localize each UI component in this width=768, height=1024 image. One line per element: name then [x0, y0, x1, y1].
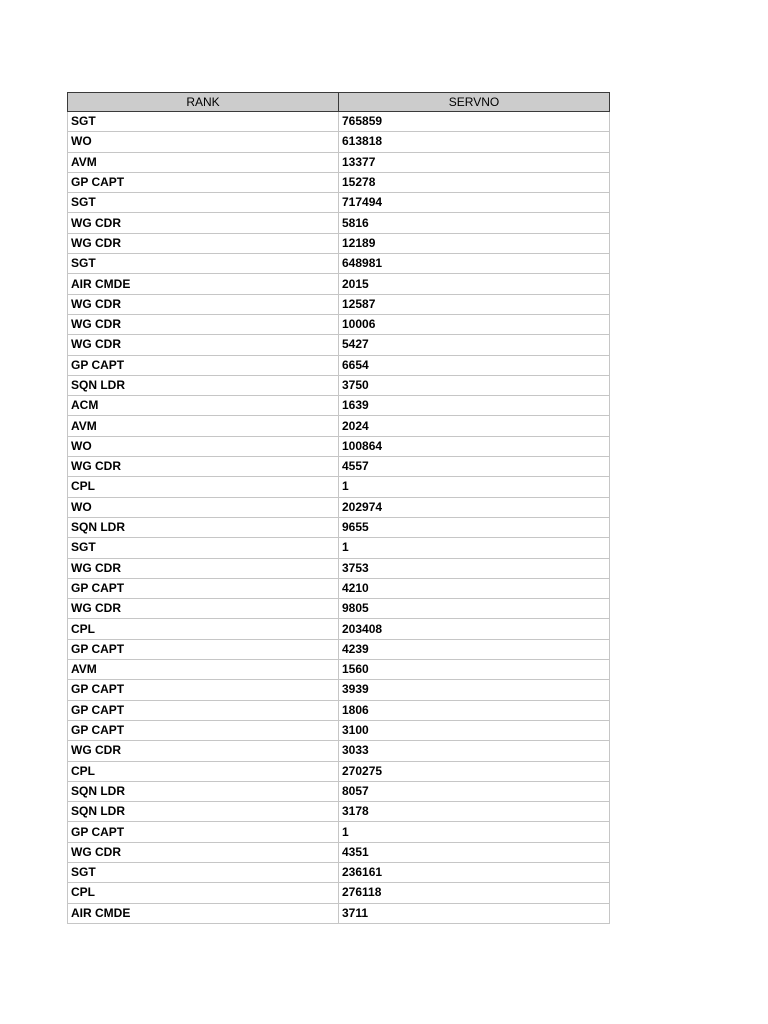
rank-cell: WO: [68, 497, 339, 517]
table-row: [68, 335, 610, 355]
table-row: [68, 172, 610, 192]
rank-cell: SGT: [68, 193, 339, 213]
rank-cell: CPL: [68, 883, 339, 903]
table-row: [68, 254, 610, 274]
servno-cell: 3939: [339, 680, 610, 700]
table-body: [68, 112, 610, 924]
rank-cell: AIR CMDE: [68, 903, 339, 923]
rank-cell: SGT: [68, 862, 339, 882]
rank-cell: GP CAPT: [68, 355, 339, 375]
table-row: [68, 436, 610, 456]
rank-cell: WG CDR: [68, 599, 339, 619]
table-row: [68, 416, 610, 436]
servno-cell: 1: [339, 822, 610, 842]
rank-cell: CPL: [68, 477, 339, 497]
rank-cell: WG CDR: [68, 314, 339, 334]
servno-cell: 270275: [339, 761, 610, 781]
servno-cell: 3100: [339, 720, 610, 740]
table-row: [68, 862, 610, 882]
servno-cell: 3178: [339, 802, 610, 822]
servno-cell: 12189: [339, 233, 610, 253]
table-row: [68, 680, 610, 700]
servno-cell: 3711: [339, 903, 610, 923]
servno-cell: 2015: [339, 274, 610, 294]
servno-cell: 4210: [339, 578, 610, 598]
rank-cell: GP CAPT: [68, 822, 339, 842]
rank-cell: GP CAPT: [68, 578, 339, 598]
table-row: [68, 375, 610, 395]
rank-servno-table: [67, 92, 610, 924]
rank-cell: AIR CMDE: [68, 274, 339, 294]
table-row: [68, 477, 610, 497]
servno-cell: 202974: [339, 497, 610, 517]
servno-cell: 1560: [339, 660, 610, 680]
table-row: [68, 578, 610, 598]
table-row: [68, 314, 610, 334]
servno-cell: 717494: [339, 193, 610, 213]
rank-cell: SQN LDR: [68, 802, 339, 822]
table-row: [68, 355, 610, 375]
rank-cell: AVM: [68, 152, 339, 172]
table-row: [68, 233, 610, 253]
table-row: [68, 741, 610, 761]
rank-cell: SQN LDR: [68, 517, 339, 537]
rank-cell: WG CDR: [68, 294, 339, 314]
servno-cell: 3750: [339, 375, 610, 395]
servno-cell: 5816: [339, 213, 610, 233]
table-row: [68, 152, 610, 172]
servno-cell: 276118: [339, 883, 610, 903]
servno-cell: 15278: [339, 172, 610, 192]
table-row: [68, 112, 610, 132]
rank-cell: AVM: [68, 660, 339, 680]
table-row: [68, 213, 610, 233]
rank-cell: GP CAPT: [68, 720, 339, 740]
servno-cell: 1806: [339, 700, 610, 720]
servno-cell: 4239: [339, 639, 610, 659]
table-row: [68, 538, 610, 558]
servno-cell: 8057: [339, 781, 610, 801]
rank-cell: WO: [68, 436, 339, 456]
table-row: [68, 700, 610, 720]
servno-cell: 100864: [339, 436, 610, 456]
table-row: [68, 639, 610, 659]
rank-cell: WG CDR: [68, 233, 339, 253]
table-row: [68, 761, 610, 781]
rank-cell: SGT: [68, 254, 339, 274]
rank-cell: GP CAPT: [68, 172, 339, 192]
servno-cell: 3753: [339, 558, 610, 578]
servno-cell: 648981: [339, 254, 610, 274]
rank-cell: WG CDR: [68, 741, 339, 761]
table-row: [68, 883, 610, 903]
rank-servno-sheet: [67, 92, 609, 924]
table-row: [68, 619, 610, 639]
table-row: [68, 132, 610, 152]
servno-cell: 203408: [339, 619, 610, 639]
table-row: [68, 457, 610, 477]
table-row: [68, 599, 610, 619]
rank-cell: SQN LDR: [68, 375, 339, 395]
rank-cell: GP CAPT: [68, 639, 339, 659]
table-row: [68, 517, 610, 537]
table-row: [68, 274, 610, 294]
table-row: [68, 842, 610, 862]
table-row: [68, 720, 610, 740]
rank-cell: WG CDR: [68, 842, 339, 862]
rank-cell: GP CAPT: [68, 680, 339, 700]
servno-cell: 4557: [339, 457, 610, 477]
servno-cell: 613818: [339, 132, 610, 152]
rank-cell: SGT: [68, 538, 339, 558]
table-row: [68, 660, 610, 680]
header-row: [68, 93, 610, 112]
servno-cell: 236161: [339, 862, 610, 882]
table-row: [68, 781, 610, 801]
table-row: [68, 396, 610, 416]
servno-cell: 9805: [339, 599, 610, 619]
rank-cell: CPL: [68, 761, 339, 781]
table-row: [68, 558, 610, 578]
servno-cell: 9655: [339, 517, 610, 537]
rank-cell: GP CAPT: [68, 700, 339, 720]
rank-cell: SGT: [68, 112, 339, 132]
servno-cell: 12587: [339, 294, 610, 314]
rank-cell: WG CDR: [68, 457, 339, 477]
servno-cell: 1: [339, 477, 610, 497]
table-row: [68, 497, 610, 517]
servno-cell: 5427: [339, 335, 610, 355]
rank-cell: SQN LDR: [68, 781, 339, 801]
table-row: [68, 193, 610, 213]
rank-cell: ACM: [68, 396, 339, 416]
rank-cell: WG CDR: [68, 558, 339, 578]
servno-cell: 6654: [339, 355, 610, 375]
servno-cell: 4351: [339, 842, 610, 862]
rank-cell: WG CDR: [68, 213, 339, 233]
servno-cell: 765859: [339, 112, 610, 132]
rank-cell: WO: [68, 132, 339, 152]
servno-cell: 3033: [339, 741, 610, 761]
table-row: [68, 802, 610, 822]
table-row: [68, 822, 610, 842]
rank-cell: AVM: [68, 416, 339, 436]
header-servno: SERVNO: [339, 93, 610, 112]
servno-cell: 10006: [339, 314, 610, 334]
servno-cell: 1: [339, 538, 610, 558]
table-row: [68, 294, 610, 314]
servno-cell: 2024: [339, 416, 610, 436]
table-row: [68, 903, 610, 923]
rank-cell: CPL: [68, 619, 339, 639]
servno-cell: 1639: [339, 396, 610, 416]
rank-cell: WG CDR: [68, 335, 339, 355]
header-rank: RANK: [68, 93, 339, 112]
servno-cell: 13377: [339, 152, 610, 172]
